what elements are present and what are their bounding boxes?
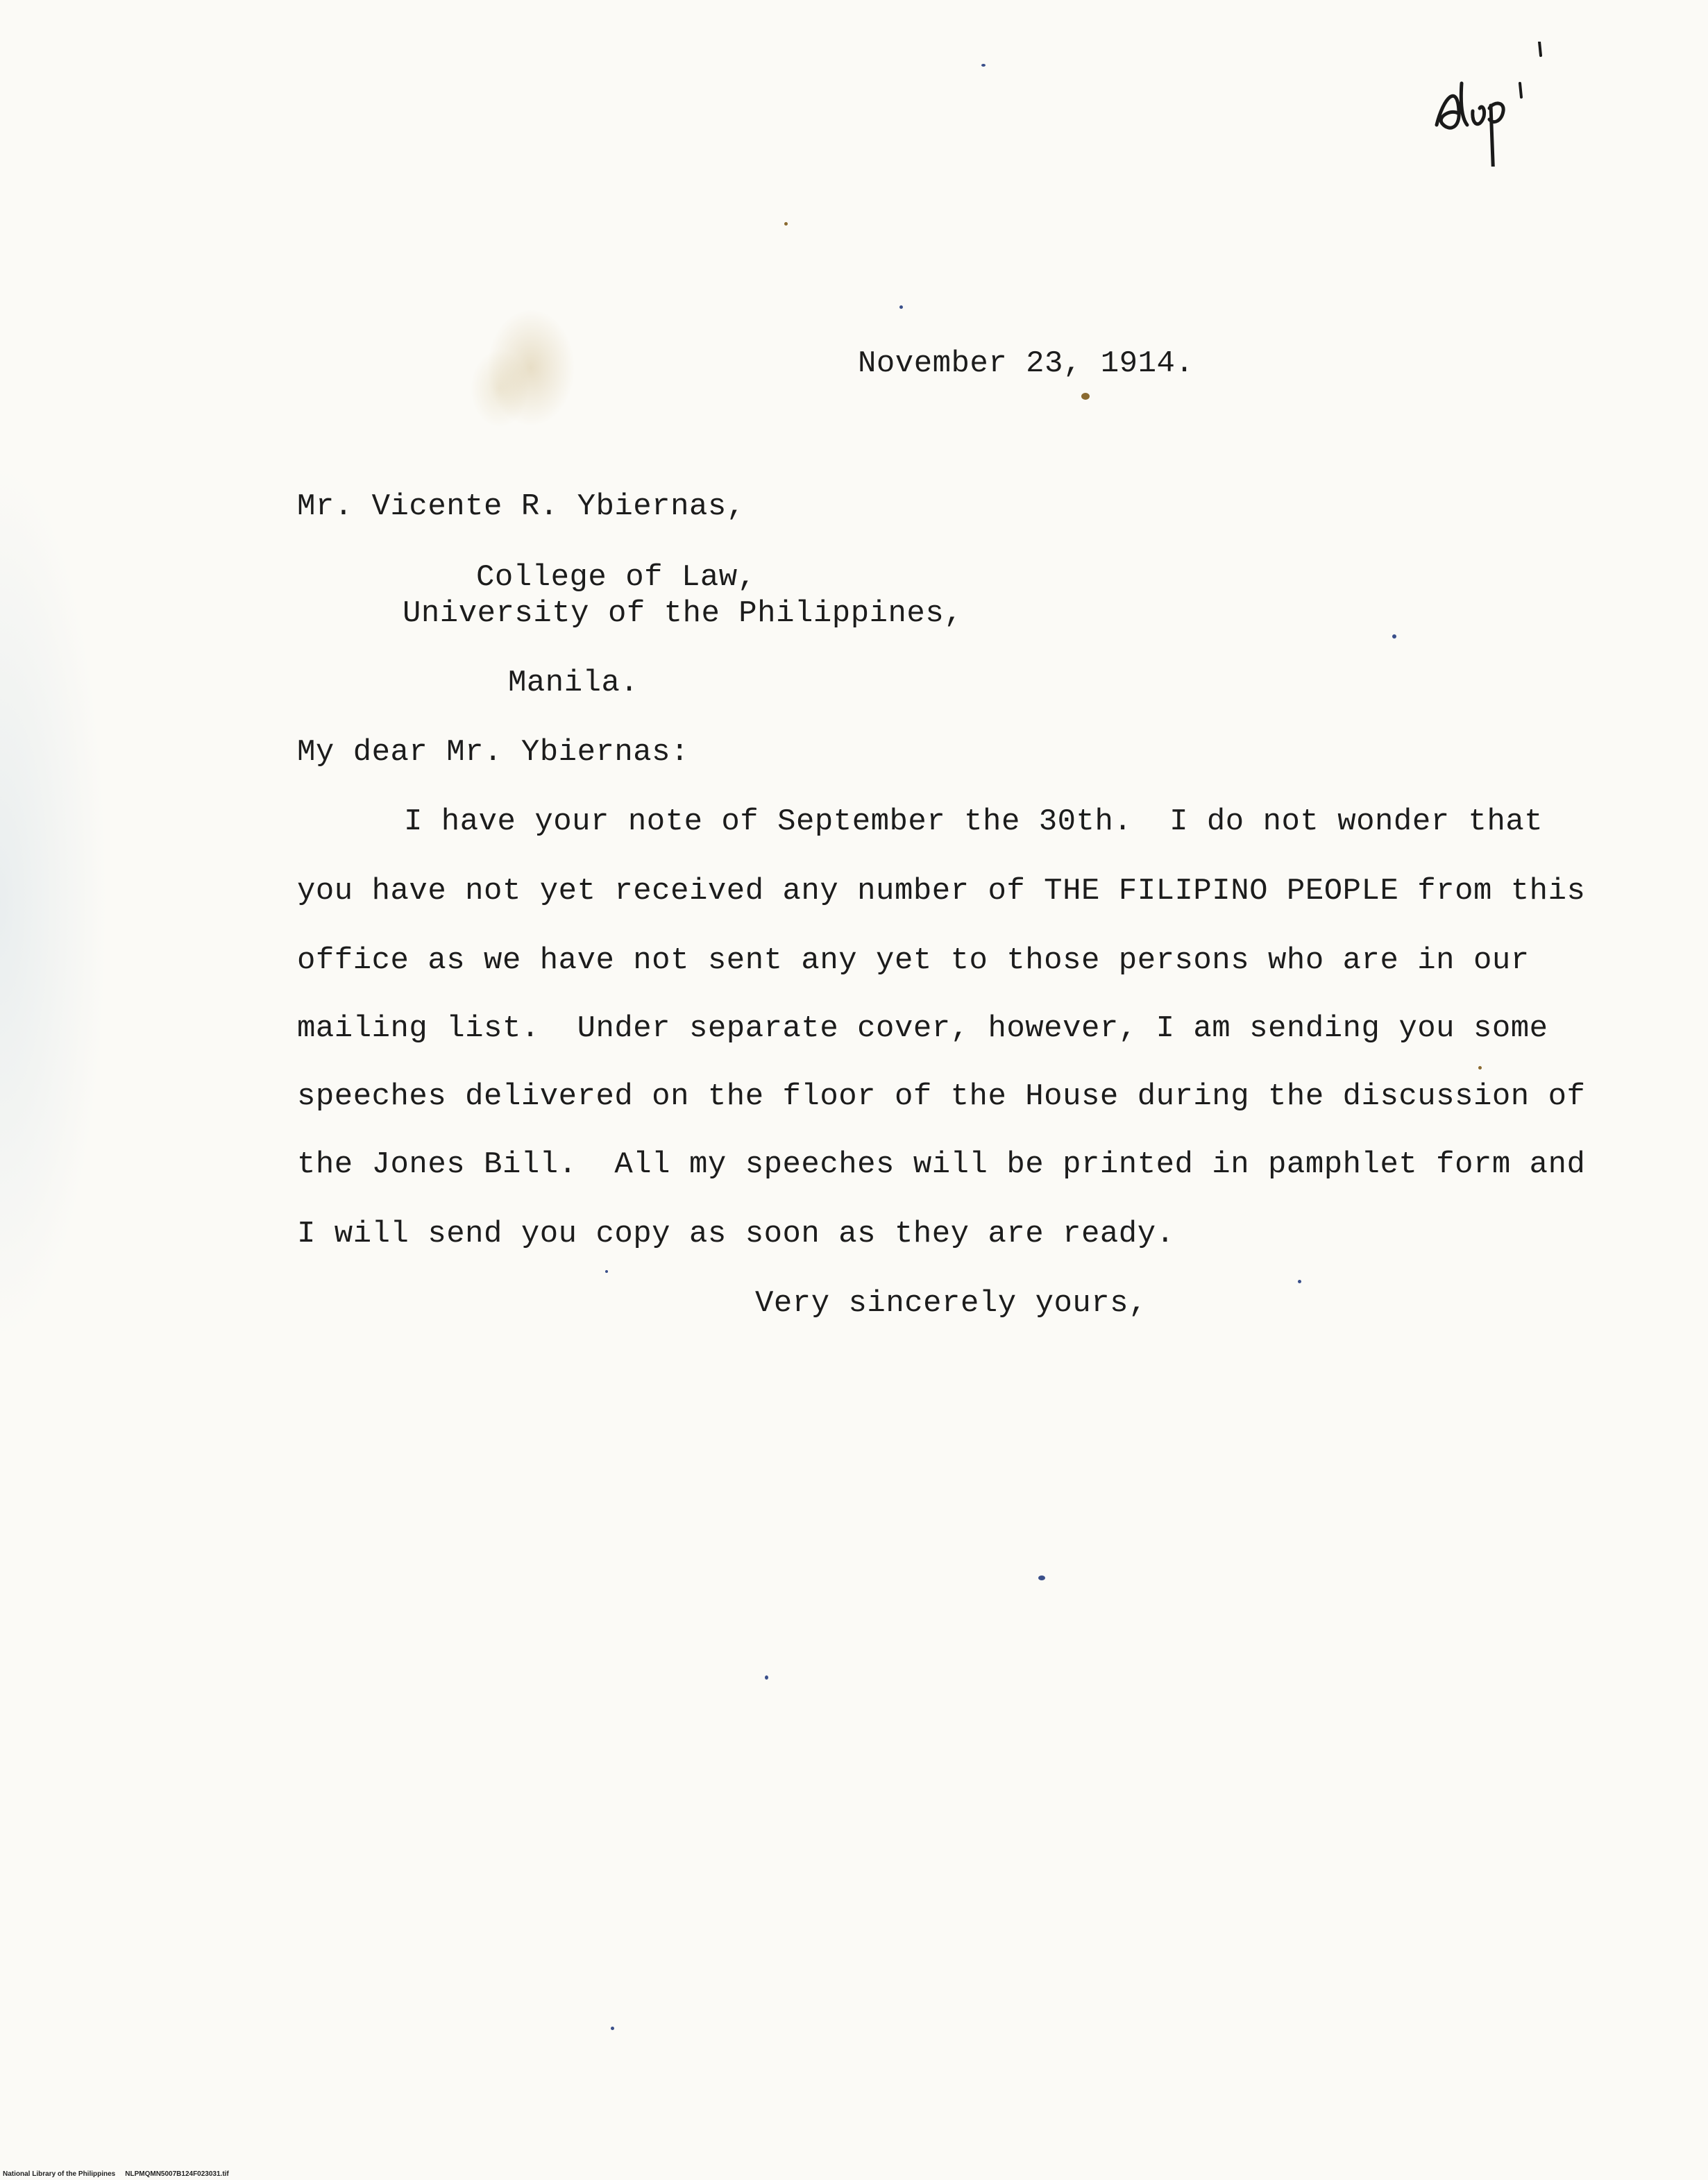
ink-speck (1478, 1066, 1482, 1070)
body-line: I have your note of September the 30th. I do not wonder that (404, 804, 1544, 839)
ink-speck (784, 222, 788, 226)
recipient-line-1: College of Law, (476, 560, 756, 595)
body-line: mailing list. Under separate cover, however, I am sending you some (297, 1011, 1548, 1046)
recipient-name: Mr. Vicente R. Ybiernas, (297, 489, 745, 524)
footer-file-id: NLPMQMN5007B124F023031.tif (125, 2170, 229, 2178)
body-line: the Jones Bill. All my speeches will be printed in pamphlet form and (297, 1147, 1586, 1182)
scan-footer (3, 2171, 229, 2178)
body-line: speeches delivered on the floor of the House during the discussion of (297, 1079, 1586, 1114)
body-line: you have not yet received any number of THE FILIPINO PEOPLE from this (297, 874, 1586, 909)
ink-speck (1081, 393, 1090, 400)
ink-speck (1392, 634, 1396, 639)
ink-speck (611, 2027, 614, 2030)
letter-date: November 23, 1914. (858, 346, 1194, 381)
footer-library: National Library of the Philippines (3, 2170, 116, 2178)
recipient-city: Manila. (508, 666, 639, 700)
salutation: My dear Mr. Ybiernas: (297, 735, 689, 770)
ink-speck (981, 64, 986, 67)
ink-speck (1298, 1280, 1301, 1283)
ink-speck (605, 1270, 608, 1273)
body-line: office as we have not sent any yet to those persons who are in our (297, 943, 1530, 978)
body-line: I will send you copy as soon as they are ready. (297, 1217, 1175, 1251)
ink-speck (1038, 1575, 1045, 1580)
handwritten-mark (1416, 42, 1555, 167)
ink-speck (899, 305, 903, 309)
ink-speck (765, 1675, 768, 1680)
closing: Very sincerely yours, (755, 1286, 1147, 1321)
recipient-line-2: University of the Philippines, (403, 596, 963, 631)
